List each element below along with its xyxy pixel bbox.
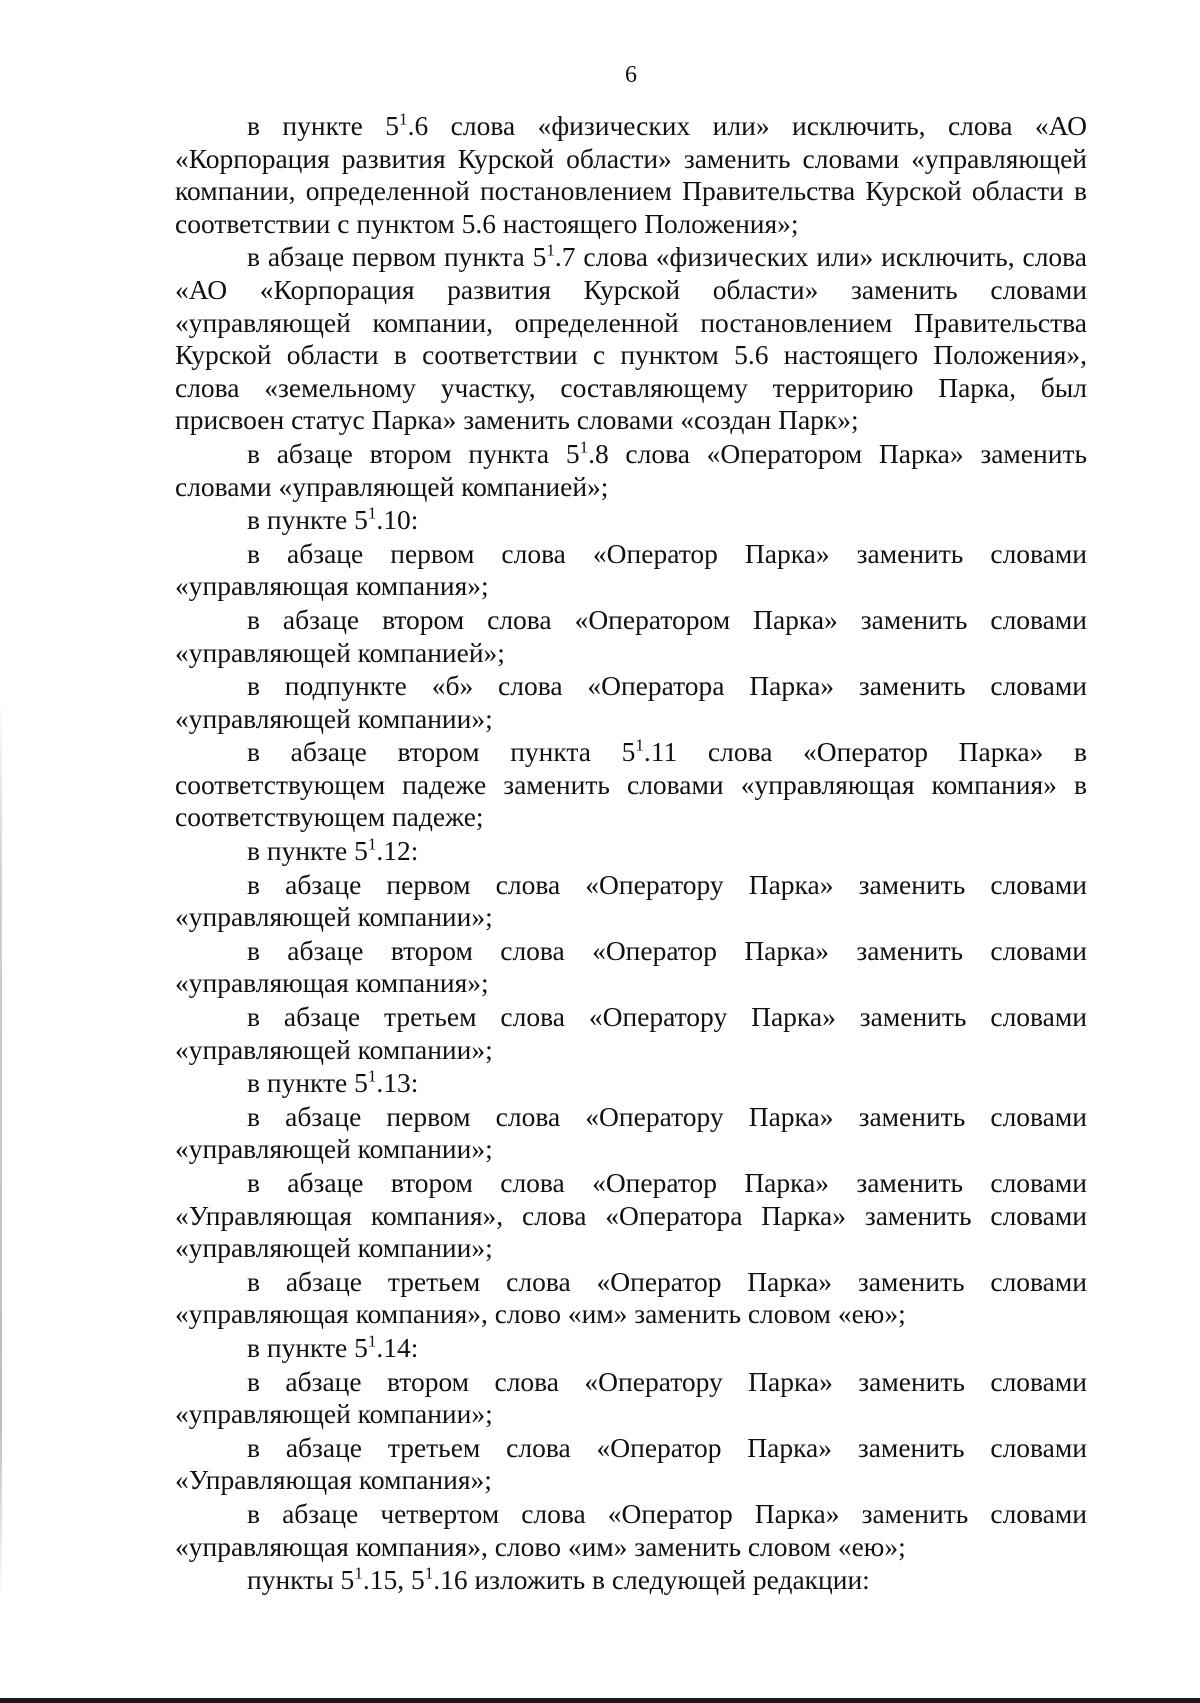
superscript-one: 1	[367, 1066, 377, 1086]
superscript-one: 1	[367, 1331, 377, 1351]
superscript-one: 1	[354, 1563, 363, 1583]
paragraph: в пункте $5^1.10$:	[247, 503, 419, 536]
paragraph: в абзаце втором слова «Оператору Парка» заменить словами «управляющей компании»;	[175, 1365, 1087, 1430]
paragraph: в абзаце первом слова «Оператору Парка» заменить словами «управляющей компании»;	[175, 868, 1087, 933]
paragraph: в абзаце первом слова «Оператор Парка» заменить словами «управляющая компания»;	[175, 537, 1087, 602]
paragraph: в абзаце третьем слова «Оператор Парка» заменить словами «Управляющая компания»;	[175, 1431, 1087, 1496]
paragraph: в подпункте «б» слова «Оператора Парка» заменить словами «управляющей компании»;	[175, 670, 1087, 734]
document-body	[175, 110, 1087, 1598]
scan-edge-bottom	[0, 1698, 1200, 1703]
paragraph: в абзаце втором пункта $5^1.8$ слова «Оператором Парка» заменить словами «управляющей компанией»;	[175, 437, 1087, 502]
paragraph: в абзаце четвертом слова «Оператор Парка» заменить словами «управляющая компания», слово «им» заменить словом «ею»;	[175, 1497, 1087, 1562]
paragraph: в пункте $5^1.14$:	[247, 1331, 419, 1363]
paragraph: пункты $5^1.15$, $5^1.16$ изложить в следующей редакции:	[247, 1563, 870, 1596]
paragraph: в абзаце первом пункта $5^1.7$ слова «физических или» исключить, слова «АО «Корпорация развития Курской области» заменить словами «управляющей компании, определенной постановлением Правительства Курской области в соответствии с пунктом 5.6 настоящего Положения», слова «земельному участку, составляющему территорию Парка, был присвоен статус Парка» заменить словами «создан Парк»;	[175, 240, 1088, 436]
paragraph: в абзаце втором слова «Оператор Парка» заменить словами «управляющая компания»;	[175, 934, 1087, 999]
superscript-one: 1	[367, 834, 377, 854]
scan-edge-left	[0, 700, 2, 1600]
paragraph: в абзаце втором слова «Оператором Парка» заменить словами «управляющей компанией»;	[175, 603, 1087, 668]
superscript-one: 1	[424, 1563, 434, 1583]
paragraph: в абзаце третьем слова «Оператору Парка» заменить словами «управляющей компании»;	[175, 1001, 1087, 1065]
paragraph: в абзаце втором слова «Оператор Парка» заменить словами «Управляющая компания», слова «Оператора Парка» заменить словами «управляющей компании»;	[175, 1167, 1087, 1264]
paragraph: в пункте $5^1.12$:	[247, 834, 419, 867]
page-number: 6	[625, 62, 637, 88]
superscript-one: 1	[367, 503, 377, 523]
superscript-one: 1	[399, 109, 408, 129]
paragraph: в пункте $5^1.13$:	[247, 1066, 419, 1099]
superscript-one: 1	[546, 240, 555, 260]
paragraph: в абзаце втором пункта $5^1.11$ слова «Оператор Парка» в соответствующем падеже заменить словами «управляющая компания» в соответствующем падеже;	[175, 735, 1088, 833]
paragraph: в пункте $5^1.6$ слова «физических или» исключить, слова «АО «Корпорация развития Курской области» заменить словами «управляющей компании, определенной постановлением Правительства Курской области в соответствии с пунктом 5.6 настоящего Положения»;	[175, 109, 1088, 239]
superscript-one: 1	[635, 735, 644, 755]
superscript-one: 1	[579, 437, 589, 457]
paragraph: в абзаце третьем слова «Оператор Парка» заменить словами «управляющая компания», слово «им» заменить словом «ею»;	[175, 1265, 1087, 1330]
paragraph: в абзаце первом слова «Оператору Парка» заменить словами «управляющей компании»;	[175, 1100, 1087, 1165]
